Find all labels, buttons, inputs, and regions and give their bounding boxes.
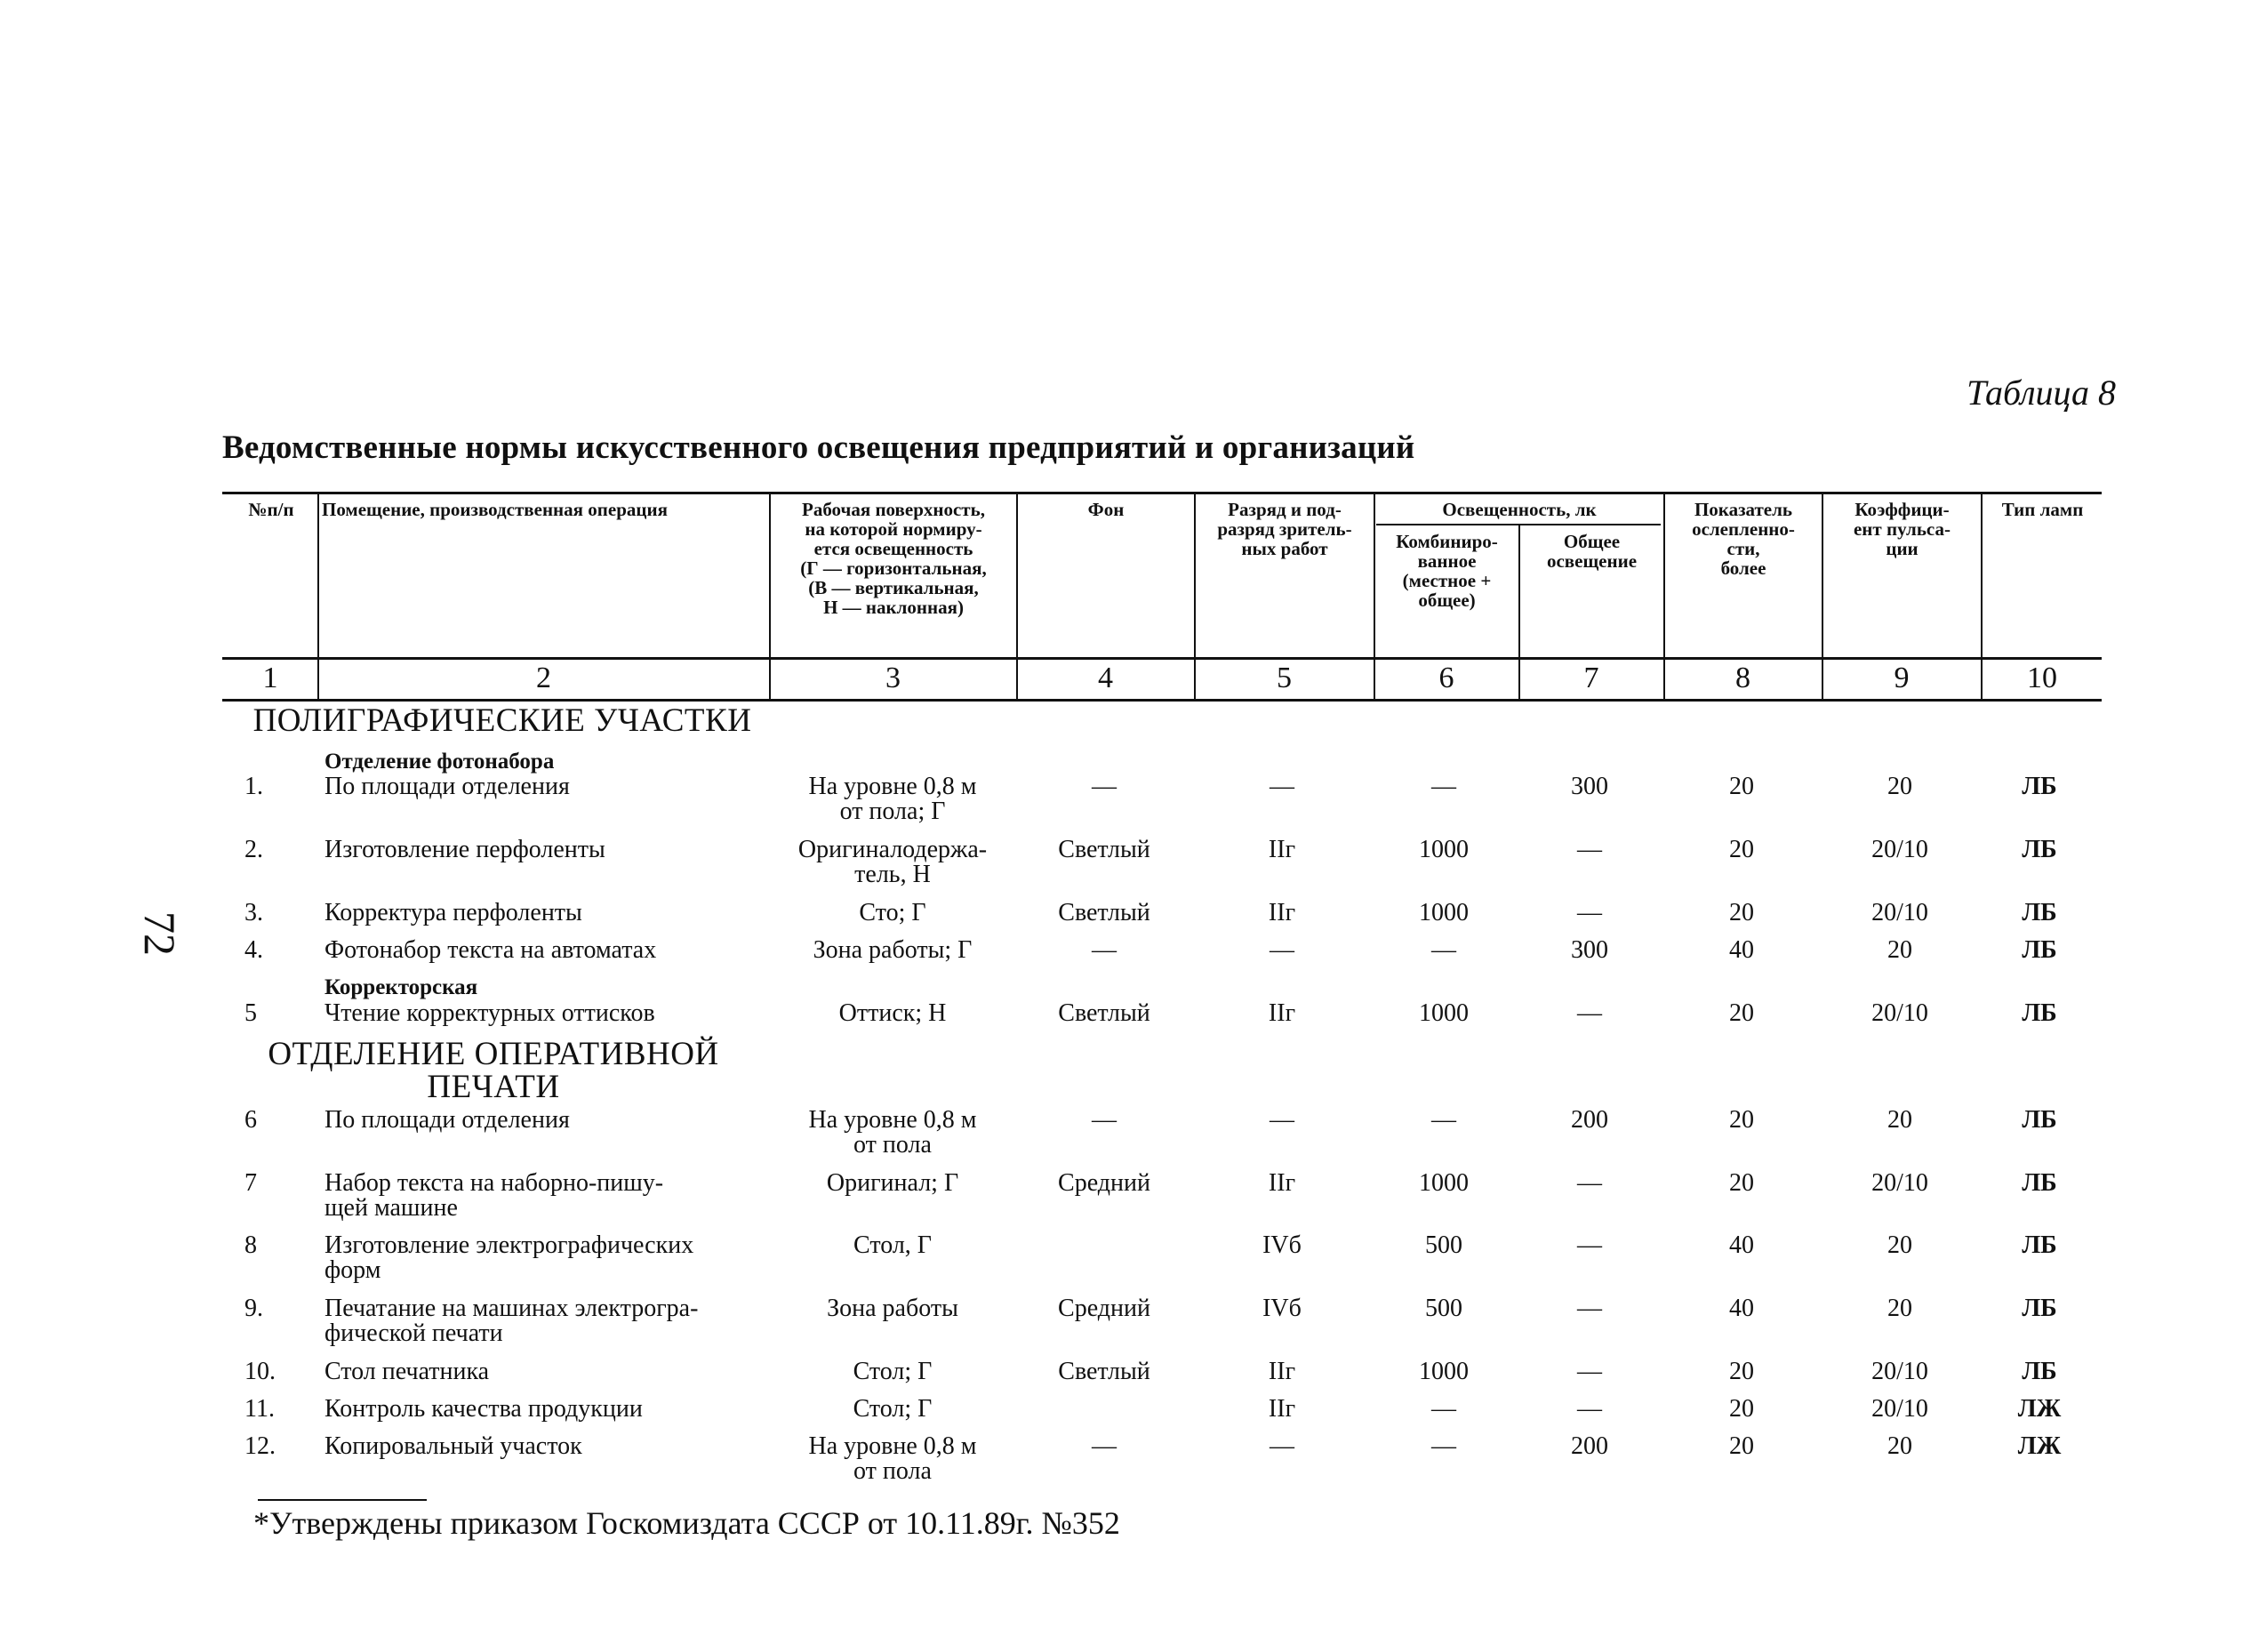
row-general-lux: —: [1577, 1295, 1602, 1322]
row-number: 3.: [244, 899, 263, 926]
row-grade: —: [1270, 1106, 1294, 1134]
row-pulsation: 20/10: [1871, 999, 1928, 1027]
row-lamp-type: ЛБ: [2022, 773, 2057, 800]
row-pulsation: 20/10: [1871, 899, 1928, 926]
column-number: 6: [1438, 662, 1454, 694]
column-number: 10: [2027, 662, 2057, 694]
row-combined-lux: 1000: [1419, 899, 1469, 926]
header-general: Общее освещение: [1546, 531, 1638, 572]
row-number: 1.: [244, 773, 263, 800]
row-lamp-type: ЛЖ: [2017, 1432, 2062, 1460]
row-lamp-type: ЛБ: [2022, 936, 2057, 964]
row-pulsation: 20/10: [1871, 1395, 1928, 1423]
row-number: 6: [244, 1106, 257, 1134]
row-surface: Стол; Г: [853, 1358, 933, 1385]
row-surface: На уровне 0,8 м от пола; Г: [808, 773, 977, 825]
row-lamp-type: ЛБ: [2022, 836, 2057, 863]
row-general-lux: 200: [1571, 1432, 1608, 1460]
row-combined-lux: 500: [1425, 1231, 1462, 1259]
row-pulsation: 20: [1887, 1231, 1912, 1259]
header-number: №п/п: [248, 499, 294, 520]
header-illuminance: Освещенность, лк: [1442, 499, 1597, 520]
row-number: 9.: [244, 1295, 263, 1322]
row-premises: Чтение корректурных оттисков: [324, 999, 655, 1027]
row-pulsation: 20: [1887, 1106, 1912, 1134]
row-glare-index: 40: [1729, 1295, 1754, 1322]
row-pulsation: 20: [1887, 1432, 1912, 1460]
row-lamp-type: ЛЖ: [2017, 1395, 2062, 1423]
row-background: Средний: [1058, 1169, 1150, 1197]
row-grade: IIг: [1268, 999, 1296, 1027]
row-glare-index: 40: [1729, 1231, 1754, 1259]
row-lamp-type: ЛБ: [2022, 999, 2057, 1027]
row-glare-index: 20: [1729, 1432, 1754, 1460]
row-lamp-type: ЛБ: [2022, 1231, 2057, 1259]
row-surface: Зона работы; Г: [813, 936, 973, 964]
row-grade: IIг: [1268, 899, 1296, 926]
row-grade: —: [1270, 773, 1294, 800]
row-background: Светлый: [1058, 836, 1150, 863]
column-number: 4: [1098, 662, 1113, 694]
row-grade: IIг: [1268, 1169, 1296, 1197]
row-background: Светлый: [1058, 999, 1150, 1027]
row-background: Средний: [1058, 1295, 1150, 1322]
row-general-lux: —: [1577, 1169, 1602, 1197]
row-general-lux: —: [1577, 1395, 1602, 1423]
header-pulsation: Коэффици- ент пульса- ции: [1853, 499, 1951, 559]
row-general-lux: —: [1577, 999, 1602, 1027]
row-combined-lux: —: [1431, 773, 1456, 800]
row-surface: Оригиналодержа- тель, Н: [797, 836, 988, 888]
row-lamp-type: ЛБ: [2022, 899, 2057, 926]
row-number: 2.: [244, 836, 263, 863]
column-number: 7: [1583, 662, 1599, 694]
row-pulsation: 20: [1887, 773, 1912, 800]
row-premises: Печатание на машинах электрогра- фической печати: [324, 1295, 699, 1347]
column-number: 9: [1894, 662, 1910, 694]
colnum-bottom-rule: [222, 699, 2102, 702]
row-surface: Сто; Г: [859, 899, 926, 926]
row-premises: Контроль качества продукции: [324, 1395, 643, 1423]
row-combined-lux: —: [1431, 1432, 1456, 1460]
row-premises: Фотонабор текста на автоматах: [324, 936, 657, 964]
row-glare-index: 40: [1729, 936, 1754, 964]
row-general-lux: 300: [1571, 936, 1608, 964]
row-premises: Стол печатника: [324, 1358, 490, 1385]
column-number: 3: [885, 662, 901, 694]
row-lamp-type: ЛБ: [2022, 1295, 2057, 1322]
header-work-surface: Рабочая поверхность, на которой нормиру- ется освещенность (Г — горизонтальная, (В — вертикальная, Н — наклонная): [800, 499, 987, 618]
row-grade: —: [1270, 1432, 1294, 1460]
row-combined-lux: 1000: [1419, 836, 1469, 863]
row-number: 11.: [244, 1395, 275, 1423]
row-glare-index: 20: [1729, 836, 1754, 863]
footnote-rule: [258, 1499, 427, 1501]
header-bottom-rule: [222, 657, 2102, 660]
row-pulsation: 20/10: [1871, 1358, 1928, 1385]
row-general-lux: —: [1577, 899, 1602, 926]
header-glare-index: Показатель ослепленно- сти, более: [1692, 499, 1795, 579]
subsection-photoset: Отделение фотонабора: [324, 750, 555, 774]
row-surface: Оригинал; Г: [826, 1169, 959, 1197]
column-number: 8: [1735, 662, 1750, 694]
header-premises: Помещение, производственная операция: [322, 499, 668, 520]
row-number: 7: [244, 1169, 257, 1197]
row-premises: Корректура перфоленты: [324, 899, 582, 926]
row-combined-lux: 500: [1425, 1295, 1462, 1322]
row-surface: Оттиск; Н: [838, 999, 947, 1027]
row-background: Светлый: [1058, 1358, 1150, 1385]
row-combined-lux: 1000: [1419, 1358, 1469, 1385]
section-heading-operative-print: ОТДЕЛЕНИЕ ОПЕРАТИВНОЙ ПЕЧАТИ: [268, 1036, 719, 1105]
row-lamp-type: ЛБ: [2022, 1169, 2057, 1197]
row-combined-lux: —: [1431, 936, 1456, 964]
header-background: Фон: [1087, 499, 1125, 520]
row-general-lux: —: [1577, 1358, 1602, 1385]
row-grade: IVб: [1262, 1231, 1302, 1259]
row-grade: IVб: [1262, 1295, 1302, 1322]
row-premises: По площади отделения: [324, 1106, 570, 1134]
page-number: 72: [135, 911, 185, 956]
row-combined-lux: 1000: [1419, 999, 1469, 1027]
row-pulsation: 20/10: [1871, 836, 1928, 863]
row-number: 5: [244, 999, 257, 1027]
row-pulsation: 20: [1887, 1295, 1912, 1322]
row-pulsation: 20/10: [1871, 1169, 1928, 1197]
row-lamp-type: ЛБ: [2022, 1106, 2057, 1134]
row-surface: На уровне 0,8 м от пола: [808, 1432, 977, 1485]
subsection-proofreading: Корректорская: [324, 975, 478, 999]
column-number: 5: [1277, 662, 1292, 694]
row-grade: IIг: [1268, 1358, 1296, 1385]
row-glare-index: 20: [1729, 1169, 1754, 1197]
row-background: —: [1092, 1106, 1117, 1134]
row-lamp-type: ЛБ: [2022, 1358, 2057, 1385]
row-background: Светлый: [1058, 899, 1150, 926]
table-number-label: Таблица 8: [1967, 373, 2116, 413]
row-background: —: [1092, 773, 1117, 800]
row-general-lux: 300: [1571, 773, 1608, 800]
row-surface: Стол, Г: [853, 1231, 932, 1259]
row-premises: По площади отделения: [324, 773, 570, 800]
header-visual-grade: Разряд и под- разряд зритель- ных работ: [1217, 499, 1352, 559]
row-glare-index: 20: [1729, 899, 1754, 926]
row-background: —: [1092, 1432, 1117, 1460]
row-number: 4.: [244, 936, 263, 964]
row-surface: Стол; Г: [853, 1395, 933, 1423]
row-combined-lux: 1000: [1419, 1169, 1469, 1197]
row-general-lux: —: [1577, 836, 1602, 863]
row-premises: Изготовление электрографических форм: [324, 1231, 694, 1284]
row-combined-lux: —: [1431, 1106, 1456, 1134]
row-glare-index: 20: [1729, 1395, 1754, 1423]
row-glare-index: 20: [1729, 773, 1754, 800]
row-premises: Набор текста на наборно-пишу- щей машине: [324, 1169, 664, 1222]
row-premises: Изготовление перфоленты: [324, 836, 605, 863]
row-number: 12.: [244, 1432, 276, 1460]
row-number: 10.: [244, 1358, 276, 1385]
header-lamp-type: Тип ламп: [2001, 499, 2084, 520]
row-general-lux: —: [1577, 1231, 1602, 1259]
row-glare-index: 20: [1729, 999, 1754, 1027]
row-premises: Копировальный участок: [324, 1432, 582, 1460]
row-background: —: [1092, 936, 1117, 964]
document-title: Ведомственные нормы искусственного освещения предприятий и организаций: [222, 429, 1415, 466]
row-combined-lux: —: [1431, 1395, 1456, 1423]
row-surface: Зона работы: [827, 1295, 958, 1322]
column-number: 1: [262, 662, 278, 694]
footnote: *Утверждены приказом Госкомиздата СССР от 10.11.89г. №352: [253, 1505, 1120, 1541]
row-surface: На уровне 0,8 м от пола: [808, 1106, 977, 1159]
row-general-lux: 200: [1571, 1106, 1608, 1134]
table-top-rule: [222, 492, 2102, 494]
row-grade: IIг: [1268, 1395, 1296, 1423]
row-number: 8: [244, 1231, 257, 1259]
row-grade: IIг: [1268, 836, 1296, 863]
header-combined: Комбиниро- ванное (местное + общее): [1396, 531, 1498, 611]
row-glare-index: 20: [1729, 1358, 1754, 1385]
row-glare-index: 20: [1729, 1106, 1754, 1134]
column-number: 2: [536, 662, 551, 694]
section-heading-polygraph: ПОЛИГРАФИЧЕСКИЕ УЧАСТКИ: [252, 702, 752, 739]
row-pulsation: 20: [1887, 936, 1912, 964]
row-grade: —: [1270, 936, 1294, 964]
